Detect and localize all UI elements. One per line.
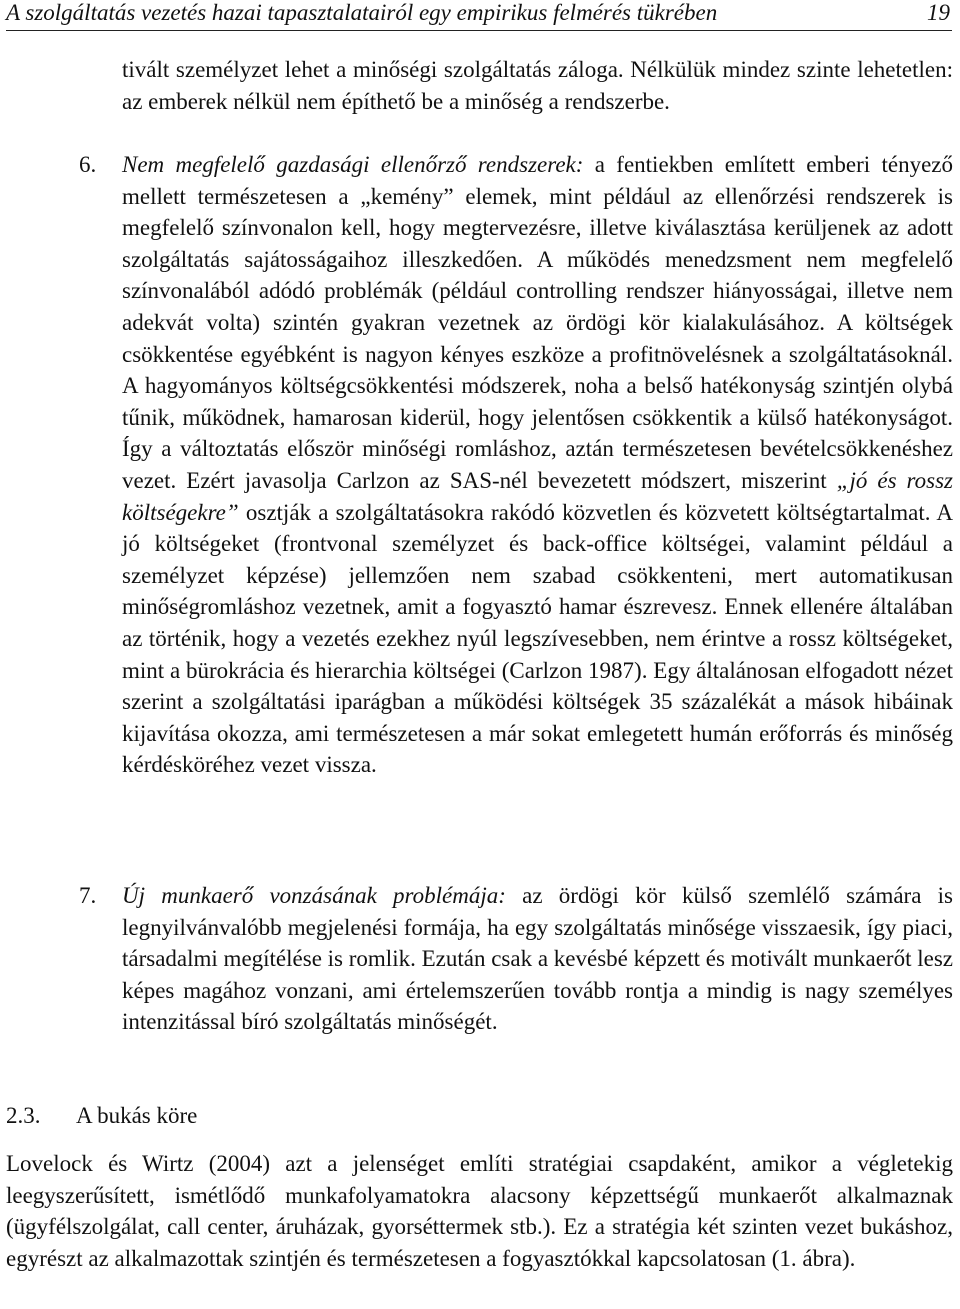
section-title: A bukás köre xyxy=(76,1103,198,1128)
list-item-7-number: 7. xyxy=(79,883,97,908)
list-item-6-text-2: osztják a szolgáltatásokra rakódó közvetlen és közvetett költségtartalmat. A jó költségeket (frontvonal személyzet és back-office költségei, valamint például a személyzet képzése) jellemzően nem szabad csökkenteni, mert automatikusan minőségromláshoz vezetnek, amit a fogyasztó hamar észrevesz. Ennek ellenére általában az történik, hogy a vezetés ezekhez nyúl legszívesebben, nem érintve a rossz költségeket, mint a bürokrácia és hierarchia költségei (Carlzon 1987). Egy általánosan elfogadott nézet szerint a szolgáltatási iparágban a működési költségek 35 százalékát a mások hibáinak kijavítása okozza, ami természetesen a már sokat emlegetett humán erőforrás és minőség kérdésköréhez vezet vissza. xyxy=(122,499,953,778)
running-header xyxy=(6,0,952,31)
section-heading xyxy=(6,1100,197,1131)
section-number: 2.3. xyxy=(6,1103,41,1128)
list-item-6 xyxy=(122,149,953,781)
header-title: A szolgáltatás vezetés hazai tapasztalatairól egy empirikus felmérés tükrében xyxy=(6,0,718,25)
list-item-6-emphasis: „jó és rossz költségekre” xyxy=(122,467,954,525)
list-item-6-title: Nem megfelelő gazdasági ellenőrző rendszerek: xyxy=(122,152,584,177)
list-item-7-text: az ördögi kör külső szemlélő számára is legnyilvánvalóbb megjelenési formája, ha egy szolgáltatás minősége visszaesik, így piaci, társadalmi megítélése is romlik. Ezután csak a kevésbé képzett és motivált munkaerőt lesz képes magához vonzani, ami értelemszerűen tovább rontja a mindig is nagy személyes intenzitással bíró szolgáltatás minőségét. xyxy=(122,883,953,1035)
list-item-continuation: tivált személyzet lehet a minőségi szolgáltatás záloga. Nélkülük mindez szinte lehetetlen: az emberek nélkül nem építhető be a minőség a rendszerbe. xyxy=(122,57,953,114)
body-paragraph: Lovelock és Wirtz (2004) azt a jelenséget említi stratégiai csapdaként, amikor a végletekig leegyszerűsített, ismétlődő munkafolyamatokra alacsony képzettségű munkaerőt alkalmaznak (ügyfélszolgálat, call center, áruházak, gyorséttermek stb.). Ez a stratégia két szinten vezet bukáshoz, egyrészt az alkalmazottak szintjén és természetesen a fogyasztókkal kapcsolatosan (1. ábra). xyxy=(6,1151,953,1271)
list-item-6-number: 6. xyxy=(79,152,97,177)
list-item-7 xyxy=(122,880,953,1038)
list-item-7-title: Új munkaerő vonzásának problémája: xyxy=(122,883,506,908)
list-item-6-text-1: a fentiekben említett emberi tényező mellett természetesen a „kemény” elemek, mint például az ellenőrzési rendszerek is megfelelő színvonalon kell, hogy megtervezésre, illetve kiválasztása kerüljenek az adott szolgáltatás sajátosságaihoz illeszkedően. A működés menedzsment nem megfelelő színvonalából adódó problémák (például controlling rendszer hiányosságai, illetve nem adekvát volta) szintén gyakran vezetnek az ördögi kör kialakulásához. A költségek csökkentése egyébként is nagyon kényes eszköze a profitnövelésnek a szolgáltatásoknál. A hagyományos költségcsökkentési módszerek, noha a belső hatékonyság szintjén olybá tűnik, működnek, hamarosan kiderül, hogy jelentősen csökkentik a külső hatékonyságot. Így a változtatás először minőségi romláshoz, aztán természetesen bevételcsökkenéshez vezet. Ezért javasolja Carlzon az SAS-nél bevezetett módszert, miszerint xyxy=(122,152,954,493)
page-number: 19 xyxy=(927,0,950,25)
